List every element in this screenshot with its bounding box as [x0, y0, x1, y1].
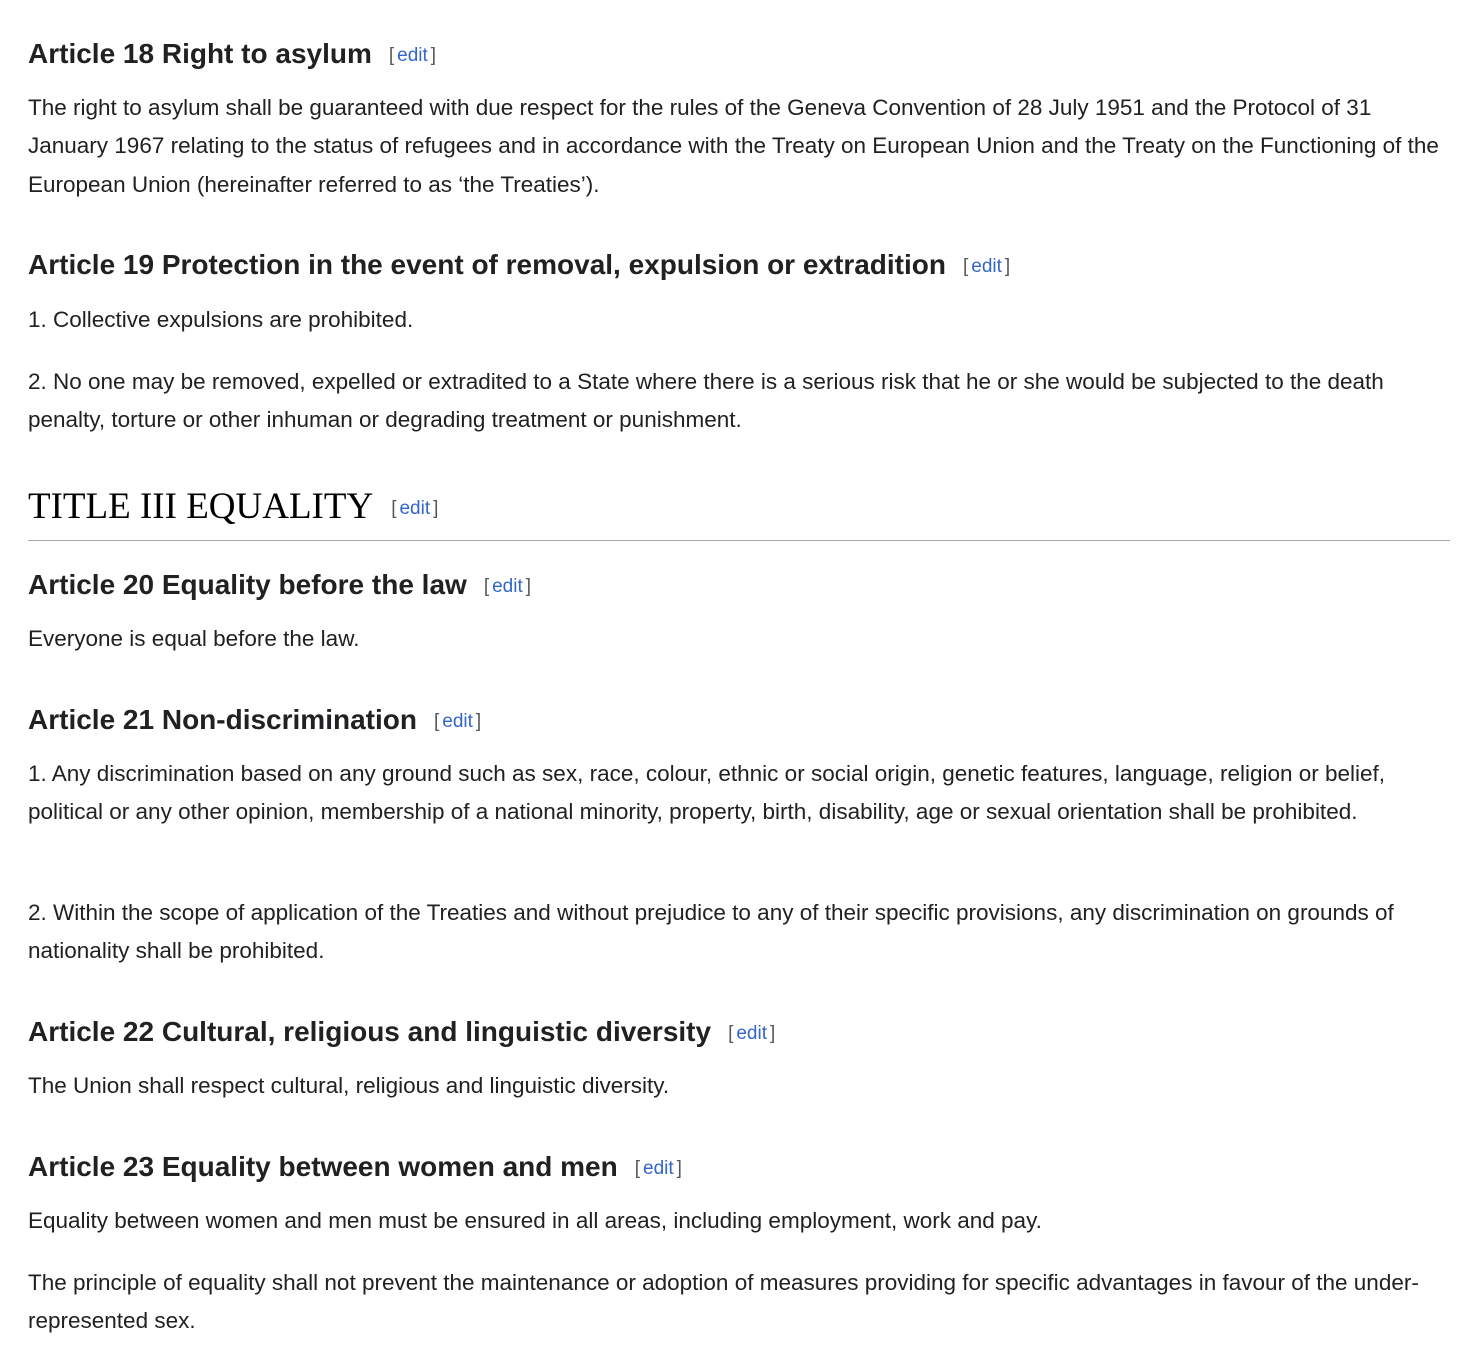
heading-text: Article 22 Cultural, religious and linguistic diversity: [28, 1016, 712, 1047]
heading-article-21: [28, 703, 1450, 739]
heading-article-23: [28, 1150, 1450, 1186]
edit-section: [ edit ]: [483, 576, 532, 597]
heading-article-19: [28, 248, 1450, 284]
heading-text: Article 23 Equality between women and men: [28, 1151, 618, 1182]
paragraph: Equality between women and men must be ensured in all areas, including employment, work and pay.: [28, 1208, 1042, 1233]
edit-link-article-23[interactable]: edit: [643, 1158, 674, 1179]
edit-link-article-20[interactable]: edit: [492, 576, 523, 597]
edit-link-article-19[interactable]: edit: [971, 256, 1002, 277]
edit-link-article-18[interactable]: edit: [397, 45, 428, 66]
heading-text: Article 19 Protection in the event of removal, expulsion or extradition: [28, 249, 946, 280]
edit-section: [ edit ]: [433, 711, 482, 732]
paragraph: 2. Within the scope of application of the Treaties and without prejudice to any of their specific provisions, any discrimination on grounds of nationality shall be prohibited.: [28, 900, 1394, 964]
heading-article-20: [28, 568, 1450, 604]
heading-text: Article 18 Right to asylum: [28, 38, 372, 69]
paragraph: Everyone is equal before the law.: [28, 626, 360, 651]
edit-link-article-22[interactable]: edit: [736, 1023, 767, 1044]
heading-text: Article 20 Equality before the law: [28, 569, 467, 600]
heading-article-18: [28, 37, 1450, 73]
paragraph: The principle of equality shall not prevent the maintenance or adoption of measures providing for specific advantages in favour of the under-represented sex.: [28, 1270, 1419, 1334]
paragraph: 2. No one may be removed, expelled or extradited to a State where there is a serious risk that he or she would be subjected to the death penalty, torture or other inhuman or degrading treatment or punishment.: [28, 369, 1384, 433]
edit-section: [ edit ]: [728, 1023, 776, 1044]
paragraph: 1. Collective expulsions are prohibited.: [28, 307, 414, 332]
edit-section: [ edit ]: [634, 1158, 682, 1179]
edit-section: [ edit ]: [388, 45, 437, 66]
heading-text: TITLE III EQUALITY: [28, 486, 374, 527]
heading-article-22: [28, 1015, 1450, 1051]
heading-title-iii: [28, 486, 1450, 541]
edit-section: [ edit ]: [391, 498, 439, 519]
edit-link-article-21[interactable]: edit: [442, 711, 473, 732]
paragraph: 1. Any discrimination based on any ground such as sex, race, colour, ethnic or social origin, genetic features, language, religion or belief, political or any other opinion, membership of a national minority, property, birth, disability, age or sexual orientation shall be prohibited.: [28, 761, 1386, 825]
paragraph: The Union shall respect cultural, religious and linguistic diversity.: [28, 1073, 670, 1098]
edit-section: [ edit ]: [962, 256, 1011, 277]
edit-link-title-iii[interactable]: edit: [399, 498, 431, 519]
paragraph: The right to asylum shall be guaranteed with due respect for the rules of the Geneva Convention of 28 July 1951 and the Protocol of 31 January 1967 relating to the status of refugees and in accordance with the Treaty on European Union and the Treaty on the Functioning of the European Union (hereinafter referred to as ‘the Treaties’).: [28, 95, 1439, 197]
heading-text: Article 21 Non-discrimination: [28, 704, 417, 735]
